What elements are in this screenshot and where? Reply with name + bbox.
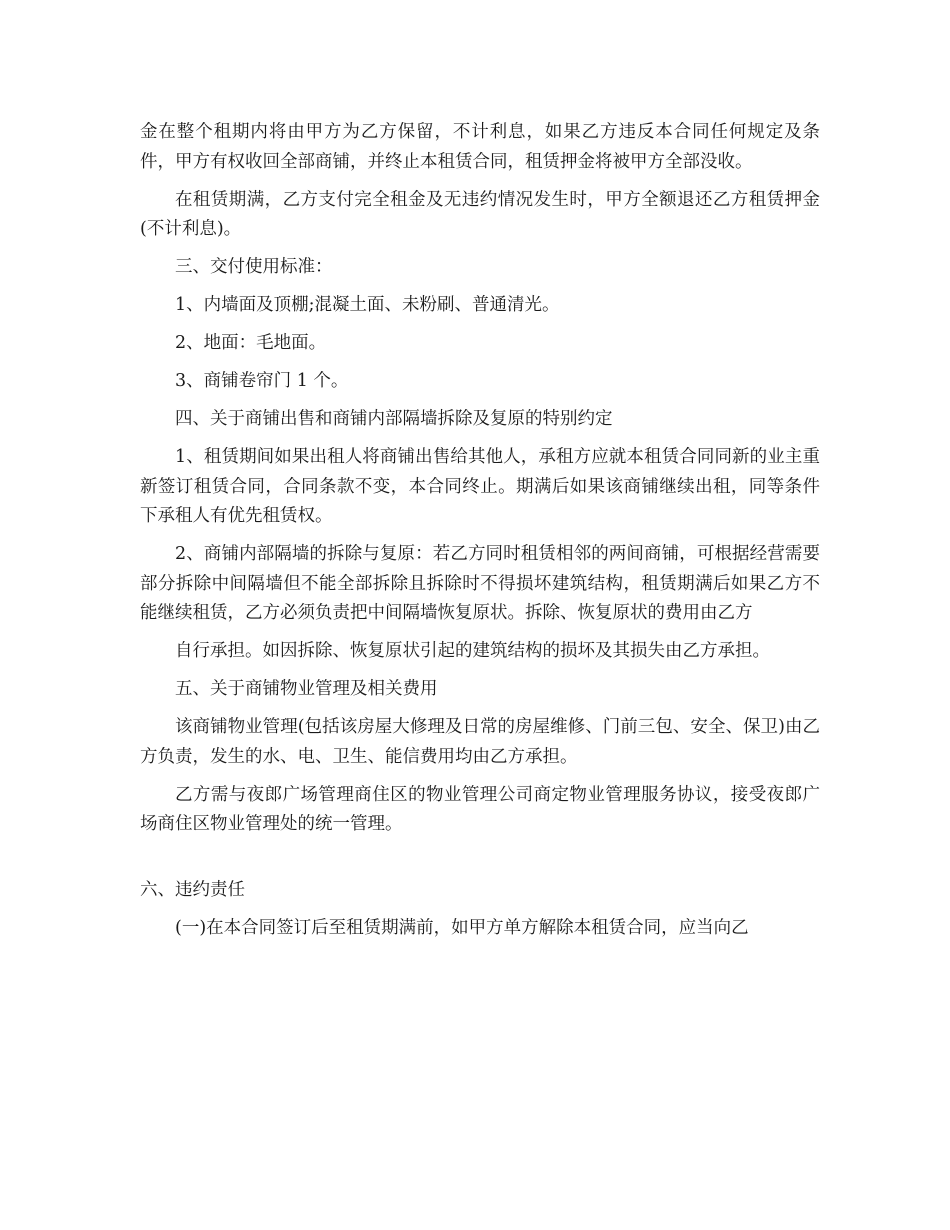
paragraph-breach-clause-1: (一)在本合同签订后至租赁期满前，如甲方单方解除本租赁合同，应当向乙 <box>175 917 749 938</box>
paragraph-deposit-retention: 金在整个租期内将由甲方为乙方保留，不计利息，如果乙方违反本合同任何规定及条件，甲方有权收回全部商铺，并终止本租赁合同，租赁押金将被甲方全部没收。 <box>140 122 820 172</box>
paragraph-management-agreement: 乙方需与夜郎广场管理商住区的物业管理公司商定物业管理服务协议，接受夜郎广场商住区物业管理处的统一管理。 <box>140 784 820 834</box>
section-heading-delivery-standard: 三、交付使用标准： <box>175 257 333 277</box>
document-body <box>140 118 820 952</box>
paragraph-partition-clause: 2、商铺内部隔墙的拆除与复原：若乙方同时租赁相邻的两间商铺，可根据经营需要部分拆除中间隔墙但不能全部拆除且拆除时不得损坏建筑结构，租赁期满后如果乙方不能继续租赁，乙方必须负责把中间隔墙恢复原状。拆除、恢复原状的费用由乙方 <box>140 544 820 623</box>
section-heading-property-management: 五、关于商铺物业管理及相关费用 <box>175 679 438 699</box>
list-item-floor: 2、地面：毛地面。 <box>175 333 327 353</box>
section-heading-breach-liability: 六、违约责任 <box>140 879 245 900</box>
section-heading-sale-and-partition: 四、关于商铺出售和商铺内部隔墙拆除及复原的特别约定 <box>175 409 613 429</box>
paragraph-partition-cost: 自行承担。如因拆除、恢复原状引起的建筑结构的损坏及其损失由乙方承担。 <box>175 641 770 661</box>
paragraph-sale-clause: 1、租赁期间如果出租人将商铺出售给其他人，承租方应就本租赁合同同新的业主重新签订租赁合同，合同条款不变，本合同终止。期满后如果该商铺继续出租，同等条件下承租人有优先租赁权。 <box>140 447 820 526</box>
list-item-walls-ceiling: 1、内墙面及顶棚;混凝土面、未粉刷、普通清光。 <box>175 295 560 315</box>
paragraph-management-responsibility: 该商铺物业管理(包括该房屋大修理及日常的房屋维修、门前三包、安全、保卫)由乙方负责，发生的水、电、卫生、能信费用均由乙方承担。 <box>140 717 820 767</box>
paragraph-deposit-refund: 在租赁期满，乙方支付完全租金及无违约情况发生时，甲方全额退还乙方租赁押金(不计利息)。 <box>140 189 820 239</box>
list-item-rolling-door: 3、商铺卷帘门 1 个。 <box>175 371 349 391</box>
